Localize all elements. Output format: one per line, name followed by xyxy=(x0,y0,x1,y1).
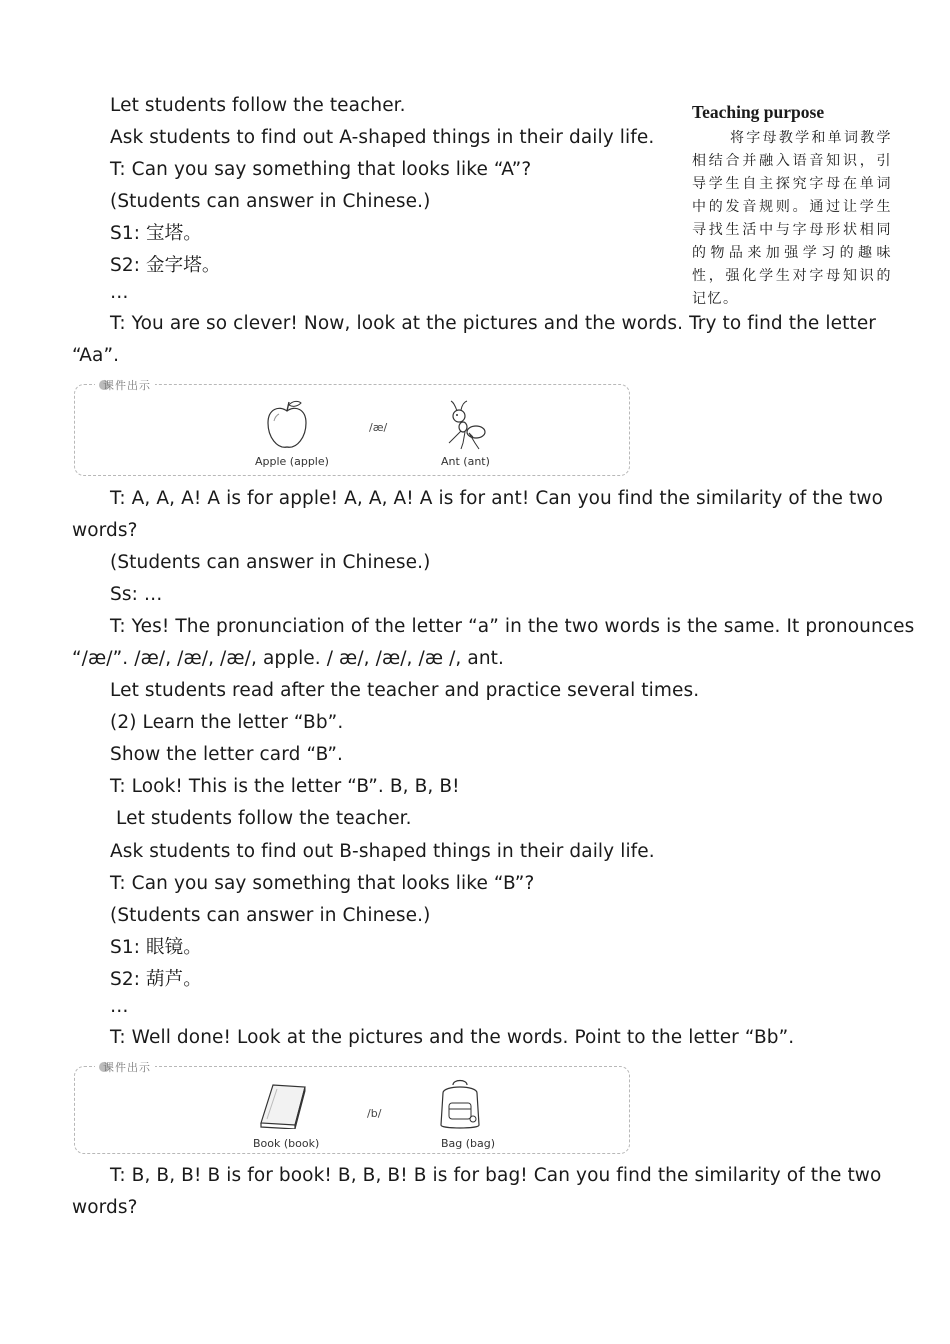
bag-icon xyxy=(435,1077,485,1131)
text-line: Let students read after the teacher and practice several times. xyxy=(110,680,700,701)
text-line: Let students follow the teacher. xyxy=(110,95,406,116)
text-line: S2: 葫芦。 xyxy=(110,969,202,990)
text-line: S1: 宝塔。 xyxy=(110,223,202,244)
text-line: words? xyxy=(72,1197,138,1218)
courseware-panel-a xyxy=(74,379,630,476)
text-line: … xyxy=(110,282,129,303)
book-caption: Book (book) xyxy=(253,1137,320,1150)
sidebar-title: Teaching purpose xyxy=(692,102,825,122)
text-line: T: Can you say something that looks like “B”? xyxy=(110,873,535,894)
text-line: T: Look! This is the letter “B”. B, B, B! xyxy=(110,776,460,797)
ant-caption: Ant (ant) xyxy=(441,455,490,468)
text-line: (Students can answer in Chinese.) xyxy=(110,191,431,212)
phonetic-a: /æ/ xyxy=(369,421,388,434)
text-line: Ss: … xyxy=(110,584,163,605)
text-line: T: You are so clever! Now, look at the pictures and the words. Try to find the letter xyxy=(110,313,877,334)
text-line: Show the letter card “B”. xyxy=(110,744,344,765)
text-line: T: Well done! Look at the pictures and the words. Point to the letter “Bb”. xyxy=(110,1027,795,1048)
text-line: words? xyxy=(72,520,138,541)
text-line: Ask students to find out B-shaped things in their daily life. xyxy=(110,841,655,862)
text-line: (Students can answer in Chinese.) xyxy=(110,905,431,926)
text-line: Let students follow the teacher. xyxy=(116,808,412,829)
book-icon xyxy=(257,1081,309,1129)
text-line: T: A, A, A! A is for apple! A, A, A! A is for ant! Can you find the similarity of the two xyxy=(110,488,884,509)
panel-tag: 课件出示 xyxy=(95,377,155,393)
text-line: T: B, B, B! B is for book! B, B, B! B is for bag! Can you find the similarity of the two xyxy=(110,1165,882,1186)
text-line: T: Yes! The pronunciation of the letter “a” in the two words is the same. It pronounces xyxy=(110,616,915,637)
text-line: Ask students to find out A-shaped things in their daily life. xyxy=(110,127,655,148)
bag-caption: Bag (bag) xyxy=(441,1137,496,1150)
sidebar-text: 将字母教学和单词教学相结合并融入语音知识，引导学生自主探究字母在单词中的发音规则。通过让学生寻找生活中与字母形状相同的物品来加强学习的趣味性，强化学生对字母知识的记忆。 xyxy=(692,130,892,307)
text-line: (Students can answer in Chinese.) xyxy=(110,552,431,573)
text-line: S1: 眼镜。 xyxy=(110,937,202,958)
apple-icon xyxy=(265,399,309,451)
text-line: “Aa”. xyxy=(72,345,120,366)
text-line: (2) Learn the letter “Bb”. xyxy=(110,712,344,733)
ant-icon xyxy=(443,399,489,451)
apple-caption: Apple (apple) xyxy=(255,455,329,468)
panel-tag: 课件出示 xyxy=(95,1059,155,1075)
phonetic-b: /b/ xyxy=(367,1107,382,1120)
text-line: T: Can you say something that looks like “A”? xyxy=(110,159,532,180)
text-line: “/æ/”. /æ/, /æ/, /æ/, apple. / æ/, /æ/, /æ /, ant. xyxy=(72,648,504,669)
courseware-panel-b xyxy=(74,1061,630,1154)
text-line: … xyxy=(110,996,129,1017)
text-line: S2: 金字塔。 xyxy=(110,255,221,276)
